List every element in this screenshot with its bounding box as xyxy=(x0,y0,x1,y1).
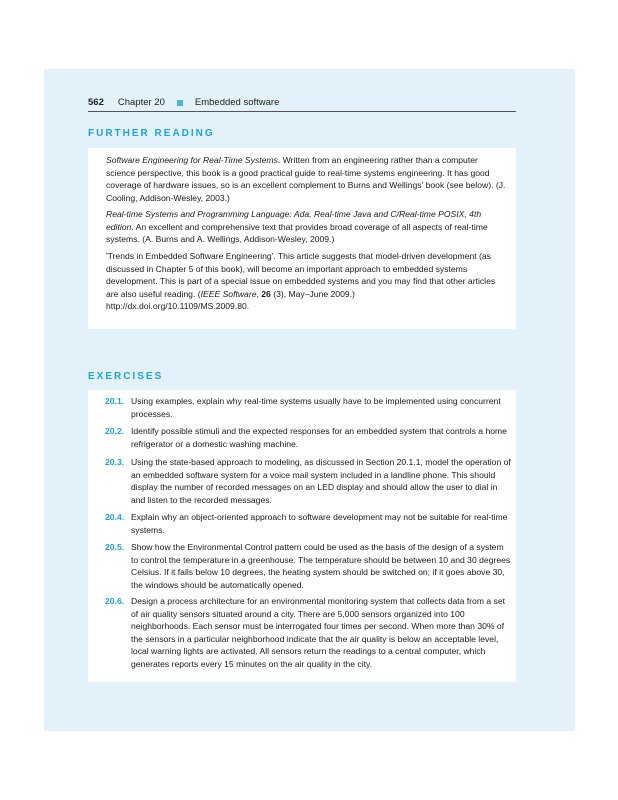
running-header xyxy=(88,95,516,112)
reference-issue: (3), May–June 2009.) xyxy=(270,288,355,299)
reference-separator: , xyxy=(256,288,262,299)
exercise-number: 20.1. xyxy=(105,396,125,406)
exercises-heading: EXERCISES xyxy=(88,371,164,382)
page-number: 562 xyxy=(88,97,104,108)
reference-title: Real-time Systems and Programming Language: Ada, Real-time Java and C/Real-time POSIX, 4th edition xyxy=(106,209,482,232)
reference-item xyxy=(106,250,506,313)
reference-url[interactable]: http://dx.doi.org/10.1109/MS.2009.80. xyxy=(106,301,250,311)
square-bullet-icon xyxy=(177,100,183,106)
reference-item xyxy=(106,208,506,246)
exercise-number: 20.2. xyxy=(105,426,125,436)
exercise-text: Explain why an object-oriented approach to software development may not be suitable for real-time systems. xyxy=(131,512,508,535)
exercise-number: 20.6. xyxy=(105,596,125,606)
exercise-text: Show how the Environmental Control pattern could be used as the basis of the design of a system to control the temperature in a greenhouse. The temperature should be between 10 and 30 degrees Celsius. If it falls below 10 degrees, the heating system should be switched on; if it goes above 30, the windows should be automatically opened. xyxy=(131,542,511,590)
reference-text: . An excellent and comprehensive text that provides broad coverage of all aspects of real-time systems. (A. Burns and A. Wellings, Addison-Wesley, 2009.) xyxy=(106,221,488,244)
journal-title: IEEE Software xyxy=(200,288,257,299)
journal-volume: 26 xyxy=(261,288,271,299)
exercise-number: 20.3. xyxy=(105,457,125,467)
reference-text: 'Trends in Embedded Software Engineering'. This article suggests that model-driven development (as discussed in Chapter 5 of this book), will become an important approach to embedded systems development. This is part of a special issue on embedded systems and you may find that other articles are also useful reading. ( xyxy=(106,251,496,299)
chapter-title: Embedded software xyxy=(194,97,280,108)
chapter-label: Chapter 20 xyxy=(117,97,165,108)
further-reading-heading: FURTHER READING xyxy=(88,128,215,139)
exercise-text: Design a process architecture for an environmental monitoring system that collects data from a set of air quality sensors situated around a city. There are 5,000 sensors organized into 100 neighborhoods. Each sensor must be interrogated four times per second. When more than 30% of the sensors in a particular neighborhood indicate that the air quality is below an acceptable level, local warning lights are activated. All sensors return the readings to a central computer, which generates reports every 15 minutes on the air quality in the city. xyxy=(131,596,506,669)
exercise-number: 20.4. xyxy=(105,512,125,522)
exercise-number: 20.5. xyxy=(105,542,125,552)
exercise-text: Using examples, explain why real-time systems usually have to be implemented using concurrent processes. xyxy=(131,396,501,419)
reference-item xyxy=(106,154,506,204)
reference-title: Software Engineering for Real-Time Systems xyxy=(106,155,278,165)
exercise-text: Identify possible stimuli and the expected responses for an embedded system that controls a home refrigerator or a domestic washing machine. xyxy=(131,426,507,449)
exercise-text: Using the state-based approach to modeling, as discussed in Section 20.1.1, model the operation of an embedded software system for a voice mail system included in a landline phone. This should display the number of recorded messages on an LED display and should allow the user to dial in and listen to the recorded messages. xyxy=(131,457,511,505)
exercises-box xyxy=(88,390,516,682)
further-reading-box xyxy=(88,148,516,329)
reference-text: . Written from an engineering rather than a computer science perspective, this book is a good practical guide to real-time systems engineering. It has good coverage of hardware issues, so is an excellent complement to Burns and Wellings' book (see below). (J. Cooling, Addison-Wesley, 2003.) xyxy=(106,155,506,203)
